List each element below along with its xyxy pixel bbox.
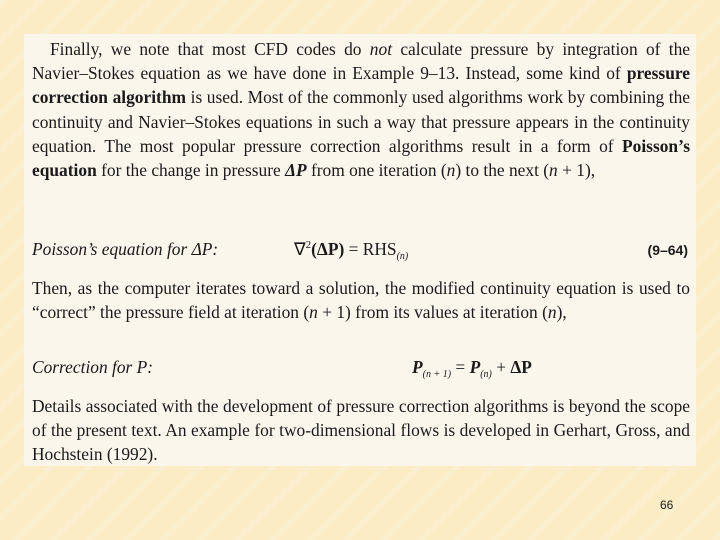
emphasis-not: not — [369, 39, 393, 59]
scanned-text-excerpt — [24, 34, 696, 466]
text-run: ), — [556, 302, 567, 323]
subscript: (n + 1) — [422, 369, 452, 380]
paragraph-continuity-correction — [32, 276, 690, 324]
paragraph-pressure-correction-intro — [32, 37, 690, 182]
text-run: ) to the next ( — [455, 160, 550, 181]
symbol-n: n — [547, 302, 557, 323]
equation-correction — [32, 357, 690, 385]
text-run: Then, as the computer iterates toward a solution, the modified continuity equation is used to “correct” the pressure field at iteration ( — [32, 278, 690, 323]
equation-poisson — [32, 239, 690, 267]
page-number: 66 — [660, 498, 674, 512]
text-run: from one iteration ( — [306, 160, 447, 181]
equation-lhs: (ΔP) — [311, 239, 345, 259]
text-run: for the change in pressure — [96, 160, 286, 181]
symbol-n: n — [309, 302, 318, 323]
symbol-n: n — [446, 160, 456, 181]
symbol-delta-p: ΔP — [510, 357, 532, 377]
symbol-p: P — [469, 357, 481, 377]
text-run: + 1) from its values at iteration ( — [317, 302, 548, 323]
equation-label: Correction for P: — [32, 357, 154, 377]
text-run: calculate pressure by integration of the Navier–Stokes equation as we have done in Example 9–13. Instead, some kind of — [32, 39, 690, 84]
equation-number: (9–64) — [647, 242, 688, 258]
nabla-symbol: ∇ — [294, 239, 306, 259]
equation-label: Poisson’s equation for ΔP: — [32, 239, 219, 259]
equation-body — [294, 239, 408, 262]
text-run: Finally, we note that most CFD codes do — [50, 39, 370, 59]
plus-sign: + — [491, 357, 511, 377]
symbol-n: n — [549, 160, 558, 181]
text-run: is used. Most of the commonly used algorithms work by combining the continuity and Navier–Stokes equations in such a way that pressure appears in the continuity equation. The most popular pressure correction algorithms result in a form of — [32, 87, 690, 156]
term-pressure-correction-algorithm: pressure correction algorithm — [32, 63, 690, 108]
paragraph-further-reading: Details associated with the development of pressure correction algorithms is beyond the scope of the present text. An example for two-dimensional flows is developed in Gerhart, Gross, and Hochstein (1992). — [32, 396, 690, 465]
subscript: (n) — [480, 369, 492, 380]
term-poissons-equation: Poisson’s equation — [32, 135, 690, 181]
equals-sign: = — [451, 357, 470, 377]
subscript: (n) — [396, 251, 409, 262]
superscript: 2 — [305, 239, 312, 251]
symbol-delta-p: ΔP — [285, 160, 307, 181]
equation-rhs: = RHS — [344, 239, 397, 259]
symbol-p: P — [412, 357, 423, 377]
equation-body — [412, 357, 532, 380]
text-run: + 1), — [557, 160, 596, 181]
